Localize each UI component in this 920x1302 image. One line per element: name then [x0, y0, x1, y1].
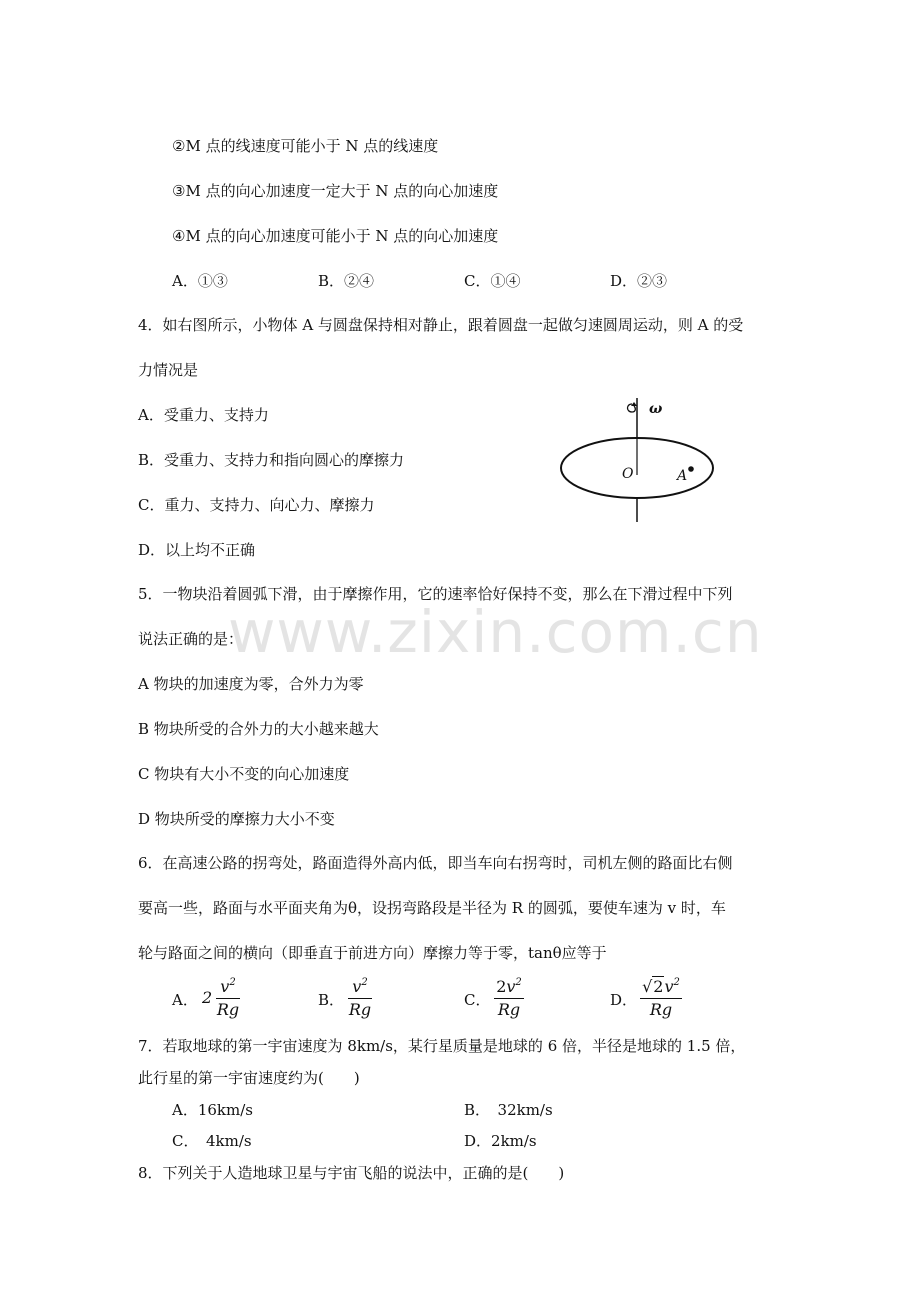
- q6-stem-line-3: 轮与路面之间的横向（即垂直于前进方向）摩擦力等于零，tanθ应等于: [138, 944, 607, 962]
- q7-option-a: A．16km/s: [172, 1101, 253, 1119]
- q6-option-b-label: B．: [318, 991, 345, 1009]
- q6-option-a-label: A．: [172, 991, 198, 1009]
- q4-option-b: B．受重力、支持力和指向圆心的摩擦力: [138, 451, 405, 469]
- q4-option-a: A．受重力、支持力: [138, 406, 269, 424]
- q7-option-c: C． 4km/s: [172, 1132, 252, 1150]
- q6-stem-line-2: 要高一些，路面与水平面夹角为θ，设拐弯路段是半径为 R 的圆弧，要使车速为 v 时，车: [138, 899, 726, 917]
- watermark: www.zixin.com.cn: [228, 598, 763, 666]
- object-a-dot: [688, 466, 694, 472]
- q3-option-c: C．①④: [464, 272, 521, 290]
- q6-option-b-fraction: $v^2$ Rg: [348, 977, 372, 1019]
- sqrt-symbol: √2: [642, 977, 664, 996]
- rotating-disc-figure: [550, 390, 730, 530]
- q5-stem-line-1: 5．一物块沿着圆弧下滑，由于摩擦作用，它的速率恰好保持不变，那么在下滑过程中下列: [138, 585, 733, 603]
- q6-option-d-fraction: $√2v^2$ Rg: [638, 976, 684, 1021]
- q3-item-2: ②M 点的线速度可能小于 N 点的线速度: [172, 137, 439, 155]
- q5-stem-line-2: 说法正确的是：: [138, 630, 244, 648]
- point-a-label: A: [677, 468, 688, 484]
- q7-option-d: D．2km/s: [464, 1132, 537, 1150]
- q3-option-a: A．①③: [172, 272, 228, 290]
- q4-option-c: C．重力、支持力、向心力、摩擦力: [138, 496, 375, 514]
- q4-stem-line-1: 4．如右图所示，小物体 A 与圆盘保持相对静止，跟着圆盘一起做匀速圆周运动，则 A 的受: [138, 316, 744, 334]
- q5-option-c: C 物块有大小不变的向心加速度: [138, 765, 350, 783]
- q6-option-a-fraction: $v^2$ Rg: [216, 977, 240, 1019]
- q3-option-d: D．②③: [610, 272, 668, 290]
- q6-option-d-label: D．: [610, 991, 638, 1009]
- q3-item-3: ③M 点的向心加速度一定大于 N 点的向心加速度: [172, 182, 499, 200]
- q4-option-d: D．以上均不正确: [138, 541, 256, 559]
- q3-item-4: ④M 点的向心加速度可能小于 N 点的向心加速度: [172, 227, 499, 245]
- q5-option-d: D 物块所受的摩擦力大小不变: [138, 810, 335, 828]
- omega-label: ω: [649, 401, 663, 417]
- q7-stem-line-2: 此行星的第一宇宙速度约为( ): [138, 1069, 360, 1087]
- q6-option-c-fraction: $2v^2$ Rg: [492, 976, 526, 1021]
- q7-stem-line-1: 7．若取地球的第一宇宙速度为 8km/s，某行星质量是地球的 6 倍，半径是地球的 1.5 倍，: [138, 1037, 746, 1055]
- center-o-label: O: [622, 466, 634, 482]
- q6-option-c-label: C．: [464, 991, 491, 1009]
- q7-option-b: B． 32km/s: [464, 1101, 553, 1119]
- q6-option-a-coef: 2: [202, 988, 213, 1007]
- q5-option-b: B 物块所受的合外力的大小越来越大: [138, 720, 379, 738]
- q8-stem-line-1: 8．下列关于人造地球卫星与宇宙飞船的说法中，正确的是( ): [138, 1164, 565, 1182]
- q4-stem-line-2: 力情况是: [138, 361, 199, 379]
- q3-option-b: B．②④: [318, 272, 375, 290]
- q5-option-a: A 物块的加速度为零，合外力为零: [138, 675, 364, 693]
- q6-stem-line-1: 6．在高速公路的拐弯处，路面造得外高内低，即当车向右拐弯时，司机左侧的路面比右侧: [138, 854, 733, 872]
